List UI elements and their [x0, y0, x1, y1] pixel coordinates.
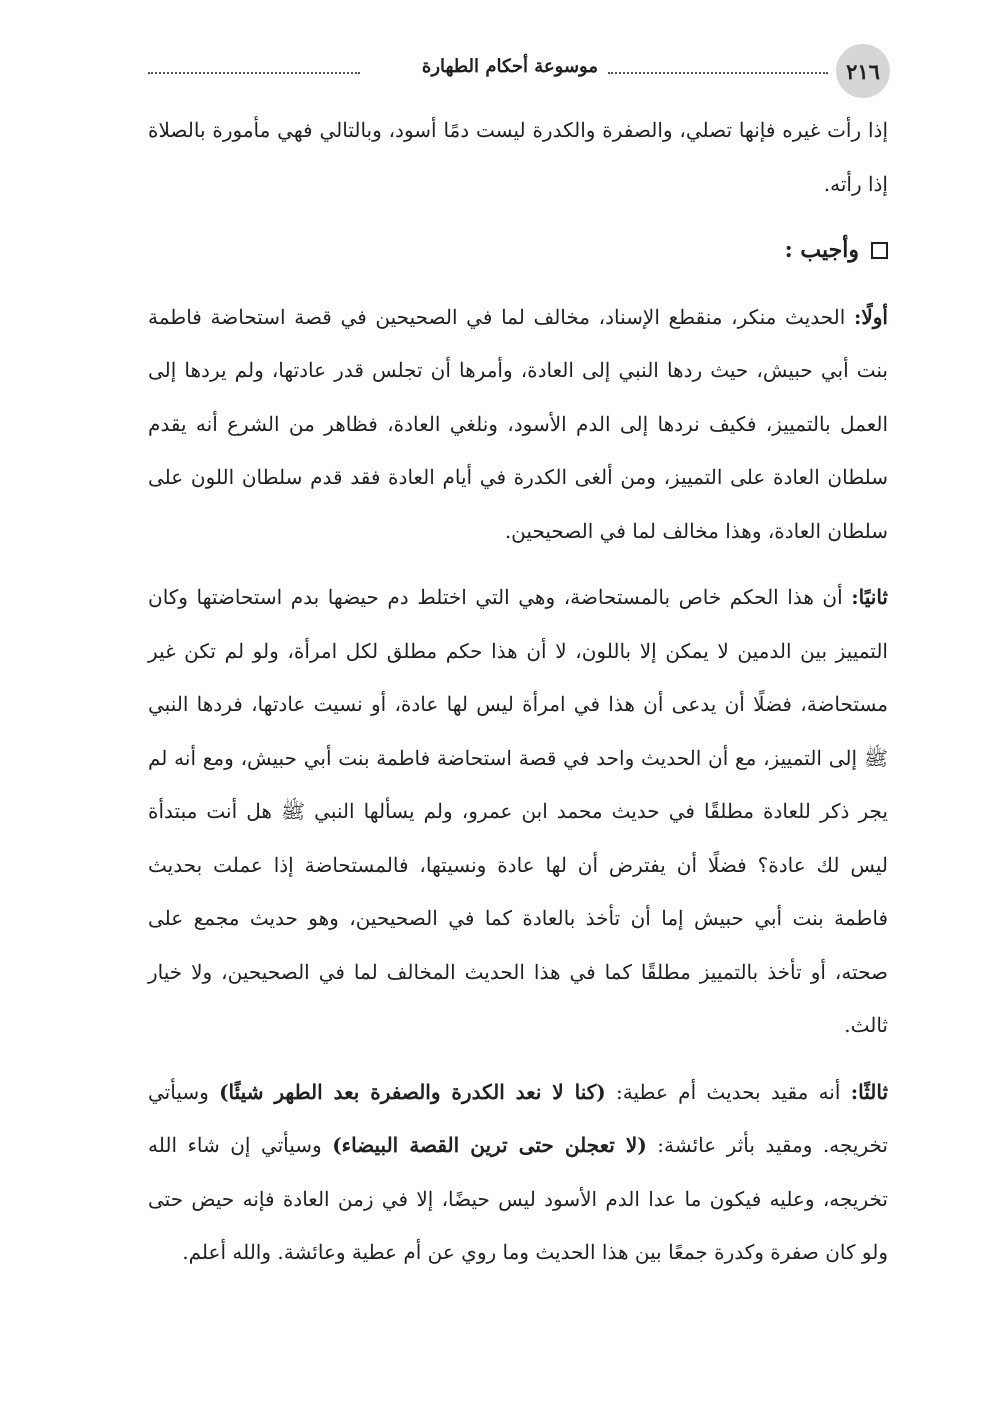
- answer-heading: [148, 224, 888, 278]
- answer-heading-text: وأجيب :: [784, 237, 859, 263]
- book-title: موسوعة أحكام الطهارة: [421, 56, 598, 77]
- point-3-text-a: أنه مقيد بحديث أم عطية:: [605, 1079, 851, 1104]
- point-3-quote-a: (كنا لا نعد الكدرة والصفرة بعد الطهر شيئًا): [219, 1079, 606, 1104]
- point-3-quote-b: (لا تعجلن حتى ترين القصة البيضاء): [332, 1133, 647, 1157]
- page-number: ٢١٦: [836, 44, 890, 98]
- header-rule-left: [148, 72, 360, 74]
- point-1-label: أولًا:: [853, 304, 888, 329]
- point-1-text: الحديث منكر، منقطع الإسناد، مخالف لما في الصحيحين في قصة استحاضة فاطمة بنت أبي حبيش، حيث ردها النبي إلى العادة، وأمرها أن تجلس قدر عادتها، ولم يردها إلى العمل بالتمييز، فكيف نردها إلى الدم الأسود، ونلغي العادة، فظاهر من الشرع أنه يقدم سلطان العادة على التمييز، ومن ألغى الكدرة في أيام العادة فقد قدم سلطان اللون على سلطان العادة، وهذا مخالف لما في الصحيحين.: [148, 304, 888, 543]
- point-2-label: ثانيًا:: [851, 585, 888, 609]
- paragraph-intro: إذا رأت غيره فإنها تصلي، والصفرة والكدرة ليست دمًا أسود، وبالتالي فهي مأمورة بالصلاة إذا رأته.: [148, 118, 888, 196]
- paragraph-point-1: [148, 291, 888, 559]
- point-3-label: ثالثًا:: [850, 1079, 889, 1104]
- paragraph-point-2: [148, 571, 888, 1053]
- point-3-text-b: وسيأتي تخريجه. ومقيد بأثر عائشة:: [148, 1079, 888, 1157]
- point-2-text: أن هذا الحكم خاص بالمستحاضة، وهي التي اختلط دم حيضها بدم استحاضتها وكان التمييز بين الدمين لا يمكن إلا باللون، لا أن هذا حكم مطلق لكل امرأة، ولو لم تكن غير مستحاضة، فضلًا أن يدعى أن هذا في امرأة ليس لها عادة، أو نسيت عادتها، فردها النبي ﷺ إلى التمييز، مع أن الحديث واحد في قصة استحاضة فاطمة بنت أبي حبيش، ومع أنه لم يجر ذكر للعادة مطلقًا في حديث محمد ابن عمرو، ولم يسألها النبي ﷺ هل أنت مبتدأة ليس لك عادة؟ فضلًا أن يفترض أن لها عادة ونسيتها، فالمستحاضة إذا عملت بحديث فاطمة بنت أبي حبيش إما أن تأخذ بالعادة كما في الصحيحين، وهو حديث مجمع على صحته، أو تأخذ بالتمييز مطلقًا كما في هذا الحديث المخالف لما في الصحيحين، ولا خيار ثالث.: [148, 585, 888, 1037]
- point-3-text-c: وسيأتي إن شاء الله تخريجه، وعليه فيكون ما عدا الدم الأسود ليس حيضًا، إلا في زمن العادة فإنه حيض حتى ولو كان صفرة وكدرة جمعًا بين هذا الحديث وما روي عن أم عطية وعائشة. والله أعلم.: [148, 1133, 888, 1264]
- checkbox-icon: [871, 242, 888, 259]
- paragraph-point-3: [148, 1066, 888, 1280]
- page-body: [148, 104, 888, 1280]
- page-header: [148, 42, 890, 104]
- header-rule-right: [608, 72, 828, 74]
